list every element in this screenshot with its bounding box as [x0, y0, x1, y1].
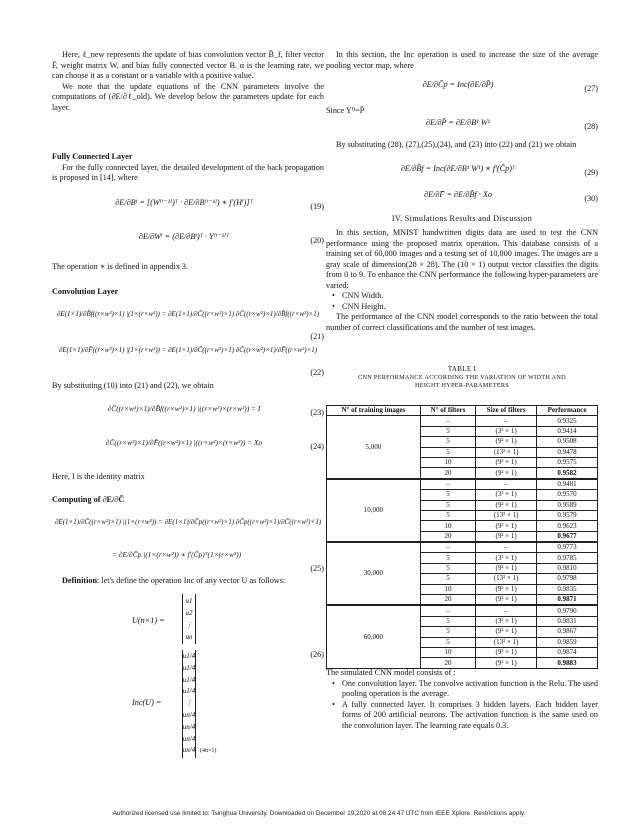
size-cell: (9² × 1): [476, 584, 537, 594]
performance-cell: 0.9579: [537, 510, 598, 520]
training-images-cell: 10,000: [327, 479, 421, 542]
intro-paragraph: [52, 50, 324, 113]
vector-u-definition: [52, 594, 324, 644]
size-cell: (3² × 1): [476, 553, 537, 563]
equation-28-number: (28): [584, 122, 598, 131]
size-cell: (9² × 1): [476, 658, 537, 668]
equation-27-number: (27): [584, 84, 598, 93]
table-header-cell: N° of training images: [327, 406, 421, 416]
vector-u-entry: ⋮: [185, 621, 193, 629]
size-cell: (9² × 1): [476, 595, 537, 606]
size-cell: –: [476, 542, 537, 553]
performance-cell: 0.9883: [537, 658, 598, 668]
inc-usage-paragraph: [326, 50, 598, 71]
filters-cell: 5: [420, 500, 475, 510]
size-cell: (13² × 1): [476, 510, 537, 520]
equation-28: [326, 118, 598, 138]
filters-cell: 5: [420, 553, 475, 563]
vector-u-entry: u2: [185, 609, 193, 617]
filters-cell: 5: [420, 637, 475, 647]
paragraph-update-definition: Here, ℓ_new represents the update of bias convolution vector B̄_f, filter vector F̄, weight matrix W, and bias fully connected vector B. α is the learning rate, we can choose it as a constant or a variable with a positive value.: [52, 50, 324, 80]
table-header-row: [327, 406, 598, 416]
table-caption: CNN PERFORMANCE ACCORDING THE VARIATION OF WIDTH AND HEIGHT HYPER-PARAMETERS: [358, 373, 566, 389]
section-title-computing: Computing of ∂E/∂C̄: [52, 495, 125, 504]
inc-vector-entry: un/4: [182, 722, 196, 731]
size-cell: (13² × 1): [476, 637, 537, 647]
equation-19-number: (19): [310, 202, 324, 211]
equation-24-number: (24): [310, 442, 324, 451]
identity-note: Here, I is the identity matrix: [52, 472, 145, 481]
inc-vector-entry: un/4: [182, 734, 196, 743]
inc-vector-entry: u1/4: [182, 652, 196, 660]
performance-cell: 0.9325: [537, 416, 598, 426]
performance-cell: 0.9478: [537, 447, 598, 457]
inc-vector-entry: u1/4: [182, 663, 196, 672]
table-row: [327, 479, 598, 490]
size-cell: (13² × 1): [476, 574, 537, 584]
filters-cell: 10: [420, 521, 475, 531]
size-cell: (9² × 1): [476, 563, 537, 573]
equation-23-body: ∂C̄((r×w²)×1)/∂B̄f((r×w²)×1) |((r×w²)×(r×w²)) = I: [107, 404, 261, 413]
filters-cell: 10: [420, 584, 475, 594]
inc-entries: [182, 651, 196, 757]
equation-20-number: (20): [310, 236, 324, 245]
equation-20: [52, 232, 324, 252]
table-row: [327, 605, 598, 616]
filters-cell: 5: [420, 510, 475, 520]
table-header-cell: N° of filters: [420, 406, 475, 416]
fully-connected-section: [52, 152, 324, 184]
performance-cell: 0.9867: [537, 627, 598, 637]
size-cell: (9² × 1): [476, 437, 537, 447]
training-images-cell: 60,000: [327, 605, 421, 668]
equation-23: [52, 404, 324, 424]
equation-25-number: (25): [310, 564, 324, 573]
inc-vector-entry: u1/4: [182, 687, 196, 696]
table-row: [327, 416, 598, 426]
hyperparameter-item-text: CNN Height.: [342, 301, 386, 311]
equation-27-body: ∂E/∂C̄p = Inc(∂E/∂P̄): [422, 80, 494, 89]
size-cell: (3² × 1): [476, 490, 537, 500]
inc-vector-entry: un/4: [182, 746, 196, 755]
since-note: Since Y⁰=P̄: [326, 106, 365, 115]
inc-vector-entry: un/4: [182, 710, 196, 719]
equation-29-number: (29): [584, 168, 598, 177]
equation-22-body: ∂E(1×1)/∂F̄((r×w²)×1) |(1×(r×w²)) = ∂E(1×1)/∂C̄((r×w²)×1) ∂C̄((r×w²)×1)/∂F̄((r×w²)×1): [58, 346, 318, 354]
inc-vector-entry: u1/4: [182, 675, 196, 684]
filters-cell: 5: [420, 616, 475, 626]
paragraph-simulated-model: The simulated CNN model consists of :: [326, 668, 456, 677]
performance-cell: 0.9508: [537, 437, 598, 447]
inc-vector-entry: ⋮: [185, 699, 193, 708]
vector-u-lhs: U(n×1) =: [132, 616, 165, 625]
performance-cell: 0.9798: [537, 574, 598, 584]
bullet-icon: •: [332, 301, 335, 311]
equation-30: [326, 190, 598, 210]
size-cell: (9² × 1): [476, 647, 537, 657]
substitution-note: By substituting (10) into (21) and (22), we obtain: [52, 381, 214, 390]
model-description-item-text: One convolution layer. The convolve activation function is the Relu. The used pooling operation is the average.: [342, 678, 598, 698]
performance-cell: 0.9575: [537, 457, 598, 467]
inc-lhs: Inc(U) =: [132, 698, 162, 707]
mnist-paragraph: [326, 228, 598, 333]
size-cell: (9² × 1): [476, 457, 537, 467]
size-cell: (9² × 1): [476, 468, 537, 479]
size-cell: –: [476, 605, 537, 616]
model-description-list: [326, 679, 598, 732]
hyperparameter-item: [332, 291, 598, 302]
equation-30-number: (30): [584, 194, 598, 203]
filters-cell: –: [420, 542, 475, 553]
hyperparameter-list: [326, 291, 598, 312]
definition-text: : let's define the operation Inc of any vector U as follows:: [97, 576, 286, 585]
model-description-item: [332, 679, 598, 700]
equation-30-body: ∂E/∂F̄ = ∂E/∂B̄f · Xo: [424, 190, 492, 199]
equation-25b-body: = ∂E/∂C̄p |(1×(r×w²)) ∗ f′(C̄p)ᵀ(1×(r×w²)): [112, 550, 242, 559]
filters-cell: 5: [420, 563, 475, 573]
performance-cell: 0.9859: [537, 637, 598, 647]
paragraph-substituting: By substituting (28), (27),(25),(24), and (23) into (22) and (21) we obtain: [336, 140, 577, 149]
definition-paragraph: [52, 576, 324, 587]
performance-cell: 0.9785: [537, 553, 598, 563]
size-cell: (3² × 1): [476, 616, 537, 626]
filters-cell: 5: [420, 627, 475, 637]
equation-24: [52, 438, 324, 458]
equation-29-body: ∂E/∂B̄f = Inc(∂E/∂B¹ W¹) ∗ f′(C̄p)ᵀ: [400, 164, 516, 173]
performance-cell: 0.9481: [537, 479, 598, 490]
table-row: [327, 542, 598, 553]
inc-definition: [52, 650, 324, 758]
performance-cell: 0.9582: [537, 468, 598, 479]
definition-label: Definition: [62, 576, 98, 585]
size-cell: (9² × 1): [476, 500, 537, 510]
performance-cell: 0.9831: [537, 616, 598, 626]
section-title-simulations: IV. Simulations Results and Discussion: [391, 214, 533, 223]
filters-cell: –: [420, 416, 475, 426]
performance-table-wrap: [326, 405, 598, 669]
performance-cell: 0.9677: [537, 531, 598, 542]
equation-21-body: ∂E(1×1)/∂B̄f((r×w²)×1) |(1×(r×w²)) = ∂E(1×1)/∂C̄((r×w²)×1) ∂C̄((r×w²)×1)/∂B̄f((r×w²)×1): [56, 310, 320, 318]
equation-29: [326, 164, 598, 184]
equation-20-body: ∂E/∂Wⁱ = (∂E/∂Bⁱ)ᵀ · Y⁽ⁱ⁻¹⁾ᵀ: [138, 232, 230, 241]
size-cell: (9² × 1): [476, 627, 537, 637]
size-cell: –: [476, 416, 537, 426]
filters-cell: 10: [420, 647, 475, 657]
paragraph-mnist: In this section, MNIST handwritten digits data are used to test the CNN performance using the proposed matrix operation. This database consists of a training set of 60,000 images and a testing set of 10,000 images. The images are a gray scale of dimension(28 × 28). The (10 × 1) output vector classifies the digits from 0 to 9. To enhance the CNN performance the following hyper-parameters are varied:: [326, 228, 598, 290]
filters-cell: 5: [420, 447, 475, 457]
substituting-paragraph: [326, 140, 598, 151]
simulated-model-block: [326, 668, 598, 731]
performance-cell: 0.9871: [537, 595, 598, 606]
vector-u-entries: [182, 595, 196, 643]
filters-cell: –: [420, 605, 475, 616]
size-cell: –: [476, 479, 537, 490]
equation-24-body: ∂C̄((r×w²)×1)/∂F̄((r×w²)×1) |((r×w²)×(r×w²)) = Xo: [105, 438, 263, 447]
filters-cell: 5: [420, 426, 475, 436]
equation-19-body: ∂E/∂Bⁱ = [(W⁽ⁱ⁻¹⁾)ᵀ · ∂E/∂B⁽ⁱ⁻¹⁾) ∗ f′(Hⁱ)]ᵀ: [115, 198, 253, 207]
equation-25a: [52, 518, 324, 544]
equation-22: [52, 346, 324, 376]
model-description-item-text: A fully connected layer. It comprises 3 hidden layers. Each hidden layer forms of 200 artificial neurons. The activation function is the same used on the convolution layer. The learning rate equals 0.3.: [342, 699, 598, 730]
table-body: [327, 416, 598, 668]
performance-cell: 0.9810: [537, 563, 598, 573]
performance-cell: 0.9589: [537, 500, 598, 510]
equation-27: [326, 80, 598, 100]
filters-cell: –: [420, 479, 475, 490]
filters-cell: 20: [420, 595, 475, 606]
paragraph-update-note: We note that the update equations of the CNN parameters involve the computations of (∂E/∂ℓ_old). We develop below the parameters update for each layer.: [52, 81, 324, 112]
section-title-convolution: Convolution Layer: [52, 287, 119, 296]
section-title-fully-connected: Fully Connected Layer: [52, 152, 133, 161]
performance-cell: 0.9414: [537, 426, 598, 436]
performance-cell: 0.9874: [537, 647, 598, 657]
filters-cell: 20: [420, 658, 475, 668]
performance-cell: 0.9623: [537, 521, 598, 531]
hyperparameter-item: [332, 302, 598, 313]
filters-cell: 20: [420, 531, 475, 542]
training-images-cell: 5,000: [327, 416, 421, 479]
equation-23-number: (23): [310, 408, 324, 417]
bullet-icon: •: [332, 699, 335, 709]
filters-cell: 5: [420, 437, 475, 447]
size-cell: (9² × 1): [476, 531, 537, 542]
filters-cell: 5: [420, 490, 475, 500]
bullet-icon: •: [332, 678, 335, 688]
model-description-item: [332, 700, 598, 732]
filters-cell: 5: [420, 574, 475, 584]
performance-cell: 0.9835: [537, 584, 598, 594]
equation-21-number: (21): [310, 332, 324, 341]
vector-u-entry: un: [185, 633, 193, 641]
equation-19: [52, 198, 324, 218]
equation-22-number: (22): [310, 368, 324, 377]
table-label: TABLE I: [447, 365, 477, 373]
hyperparameter-item-text: CNN Width.: [342, 291, 384, 300]
paragraph-inc-usage: In this section, the Inc operation is used to increase the size of the average pooling vector map, where: [326, 50, 598, 70]
equation-21: [52, 310, 324, 340]
table-caption-block: [326, 365, 598, 390]
license-footer: Authorized licensed use limited to: Tsinghua University. Downloaded on December 19,2020 at 08:24:47 UTC from IEEE Xplore. Restrictions apply.: [112, 810, 526, 817]
vector-u-entry: u1: [185, 597, 193, 605]
filters-cell: 10: [420, 457, 475, 467]
equation-25a-body: ∂E(1×1)/∂C̄((r×w²)×1) |(1×(r×w²)) = ∂E(1×1)/∂C̄p((r×w²)×1) ∂C̄p((r×w²)×1)/∂C̄((r×w²)×1): [54, 518, 322, 526]
bullet-icon: •: [332, 291, 335, 300]
performance-cell: 0.9570: [537, 490, 598, 500]
paragraph-fully-connected: For the fully connected layer, the detailed development of the back propagation is proposed in [14], where: [52, 162, 324, 182]
size-cell: (9² × 1): [476, 521, 537, 531]
equation-25b: [52, 550, 324, 573]
performance-cell: 0.9790: [537, 605, 598, 616]
table-header-cell: Size of filters: [476, 406, 537, 416]
inc-dimension: (4n×1): [200, 748, 217, 754]
performance-cell: 0.9773: [537, 542, 598, 553]
size-cell: (3² × 1): [476, 426, 537, 436]
size-cell: (13² × 1): [476, 447, 537, 457]
table-header-cell: Performance: [537, 406, 598, 416]
operation-note: The operation ∗ is defined in appendix 3.: [52, 262, 189, 271]
paragraph-performance: The performance of the CNN model corresponds to the ratio between the total number of correct classifications and the number of test images.: [326, 312, 598, 332]
training-images-cell: 30,000: [327, 542, 421, 605]
equation-28-body: ∂E/∂P̄ = ∂E/∂B¹ W¹: [426, 118, 490, 127]
filters-cell: 20: [420, 468, 475, 479]
equation-26-number: (26): [310, 650, 324, 659]
performance-table: [326, 405, 598, 669]
